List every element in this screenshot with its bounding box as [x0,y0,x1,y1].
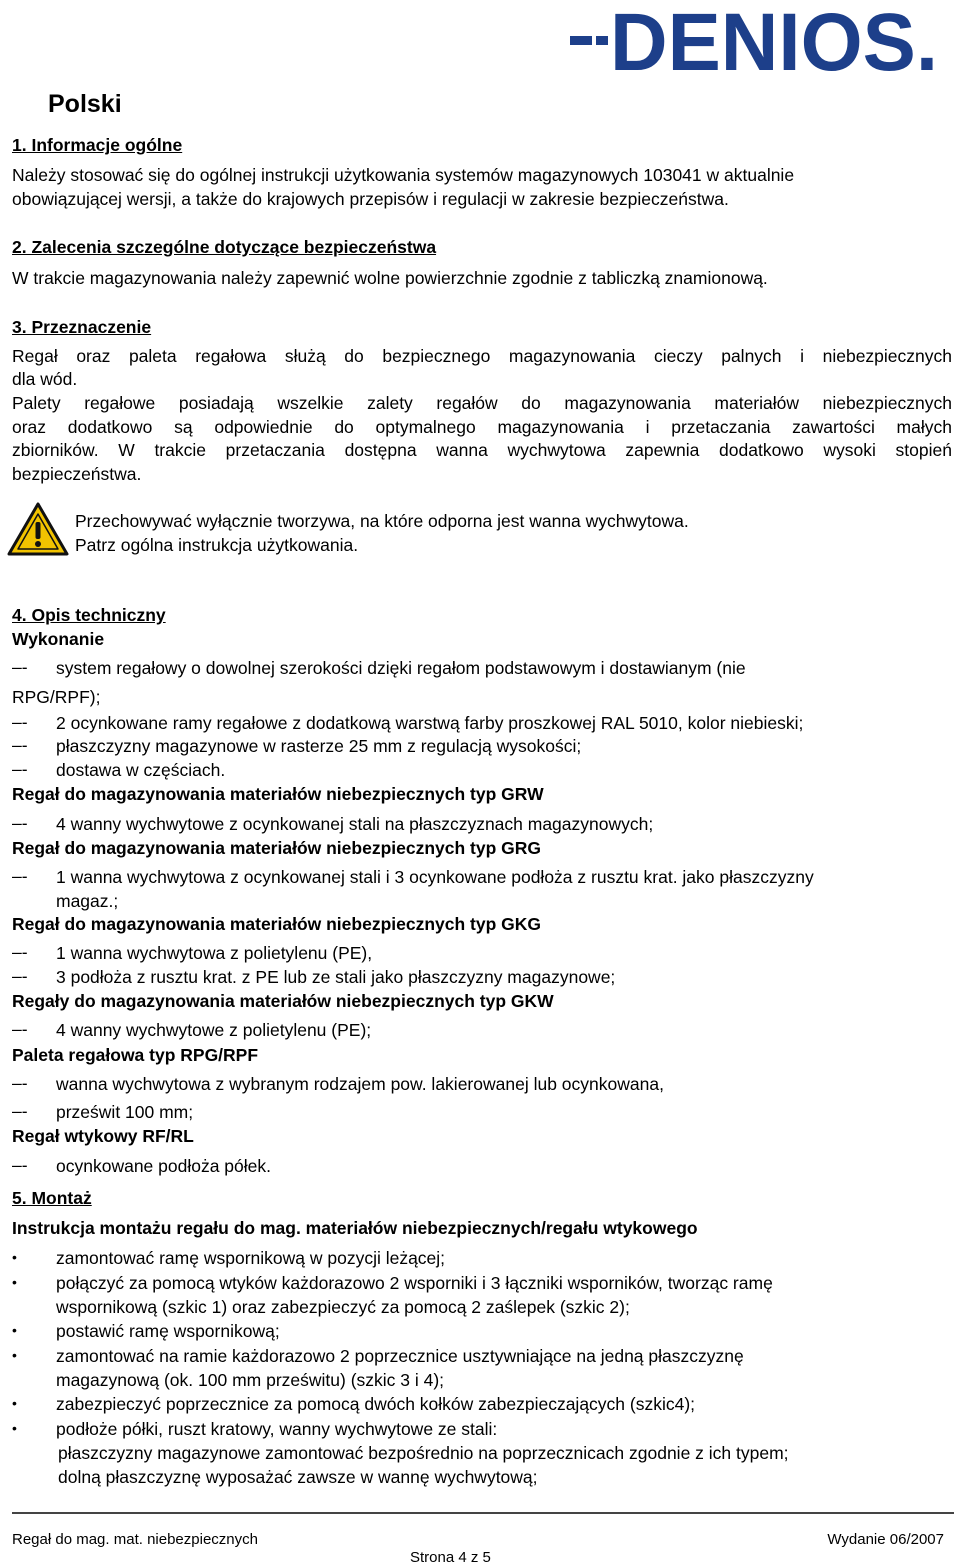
list-item: 4 wanny wychwytowe z polietylenu (PE); [56,1020,372,1040]
bullet-marker: • [12,1322,17,1338]
bullet-marker: • [12,1274,17,1290]
rf-title: Regał wtykowy RF/RL [12,1126,194,1146]
section-5-heading: 5. Montaż [12,1188,92,1208]
warning-text: Patrz ogólna instrukcja użytkowania. [75,535,359,555]
bullet-item: wspornikową (szkic 1) oraz zabezpieczyć za pomocą 2 zaślepek (szkic 2); [56,1297,630,1317]
list-item: 3 podłoża z rusztu krat. z PE lub ze stali jako płaszczyzny magazynowe; [56,967,616,987]
warning-triangle-icon [7,502,69,557]
grg-title: Regał do magazynowania materiałów niebezpiecznych typ GRG [12,838,542,858]
rpg-title: Paleta regałowa typ RPG/RPF [12,1045,259,1065]
list-item: system regałowy o dowolnej szerokości dzięki regałom podstawowym i dostawianym (nie [56,658,746,678]
section-3-line: Palety regałowe posiadają wszelkie zalety regałów do magazynowania materiałów niebezpiecznych [12,393,952,413]
bullet-marker: • [12,1347,17,1363]
gkw-title: Regały do magazynowania materiałów niebezpiecznych typ GKW [12,991,554,1011]
denios-logo [570,4,946,78]
section-4-heading: 4. Opis techniczny [12,605,166,625]
list-item: dostawa w częściach. [56,760,226,780]
footer-rule [12,1512,954,1514]
section-1-line: obowiązującej wersji, a także do krajowych przepisów i regulacji w zakresie bezpieczeństwa. [12,189,729,209]
section-3-line: oraz dodatkowo są odpowiednie do optymalnego magazynowania i przetaczania zawartości małych [12,417,952,437]
section-3-line: Regał oraz paleta regałowa służą do bezpiecznego magazynowania cieczy palnych i niebezpiecznych [12,346,952,366]
language-title: Polski [48,90,122,118]
logo-text: DENIOS. [610,4,938,78]
list-item: ocynkowane podłoża półek. [56,1156,272,1176]
dash-marker: –- [12,1101,28,1121]
dash-marker: –- [12,1073,28,1093]
page-number: Strona 4 z 5 [410,1549,491,1566]
list-item: płaszczyzny magazynowe w rasterze 25 mm z regulacją wysokości; [56,736,582,756]
bullet-item: dolną płaszczyznę wyposażać zawsze w wannę wychwytową; [58,1467,538,1487]
section-3-line: bezpieczeństwa. [12,464,142,484]
section-2-heading: 2. Zalecenia szczególne dotyczące bezpieczeństwa [12,237,437,257]
list-item: 1 wanna wychwytowa z polietylenu (PE), [56,943,373,963]
montaz-subtitle: Instrukcja montażu regału do mag. materiałów niebezpiecznych/regału wtykowego [12,1218,698,1238]
list-item: RPG/RPF); [12,687,101,707]
bullet-item: zamontować na ramie każdorazowo 2 poprzecznice usztywniające na jedną płaszczyznę [56,1346,744,1366]
bullet-item: zabezpieczyć poprzecznice za pomocą dwóch kołków zabezpieczających (szkic4); [56,1394,696,1414]
dash-marker: –- [12,712,28,732]
dash-marker: –- [12,813,28,833]
dash-marker: –- [12,866,28,886]
bullet-item: podłoże półki, ruszt kratowy, wanny wychwytowe ze stali: [56,1419,498,1439]
list-item: 1 wanna wychwytowa z ocynkowanej stali i 3 ocynkowane podłoża z rusztu krat. jako płaszczyzny [56,867,814,887]
list-item: 2 ocynkowane ramy regałowe z dodatkową warstwą farby proszkowej RAL 5010, kolor niebieski; [56,713,804,733]
bullet-item: płaszczyzny magazynowe zamontować bezpośrednio na poprzecznicach zgodnie z ich typem; [58,1443,789,1463]
warning-text: Przechowywać wyłącznie tworzywa, na które odporna jest wanna wychwytowa. [75,511,689,531]
footer-left: Regał do mag. mat. niebezpiecznych [12,1531,258,1548]
bullet-item: połączyć za pomocą wtyków każdorazowo 2 wsporniki i 3 łączniki wsporników, tworząc ramę [56,1273,773,1293]
dash-marker: –- [12,942,28,962]
footer-right: Wydanie 06/2007 [827,1531,944,1548]
dash-marker: –- [12,759,28,779]
dash-marker: –- [12,1155,28,1175]
bullet-marker: • [12,1420,17,1436]
section-1-line: Należy stosować się do ogólnej instrukcji użytkowania systemów magazynowych 103041 w aktualnie [12,165,795,185]
bullet-item: zamontować ramę wspornikową w pozycji leżącej; [56,1248,446,1268]
gkg-title: Regał do magazynowania materiałów niebezpiecznych typ GKG [12,914,542,934]
dash-marker: –- [12,657,28,677]
dash-marker: –- [12,735,28,755]
list-item: wanna wychwytowa z wybranym rodzajem pow. lakierowanej lub ocynkowana, [56,1074,664,1094]
section-3-line: dla wód. [12,369,78,389]
bullet-item: postawić ramę wspornikową; [56,1321,280,1341]
bullet-marker: • [12,1249,17,1265]
bullet-item: magazynową (ok. 100 mm prześwitu) (szkic 3 i 4); [56,1370,445,1390]
list-item: 4 wanny wychwytowe z ocynkowanej stali na płaszczyznach magazynowych; [56,814,654,834]
section-3-heading: 3. Przeznaczenie [12,317,152,337]
dash-marker: –- [12,1019,28,1039]
bullet-marker: • [12,1395,17,1411]
grw-title: Regał do magazynowania materiałów niebezpiecznych typ GRW [12,784,544,804]
list-item: magaz.; [56,891,119,911]
section-3-line: zbiorników. W trakcie przetaczania dostępna wanna wychwytowa zapewnia dodatkowo wysoki stopień [12,440,952,460]
wykonanie-title: Wykonanie [12,629,105,649]
dash-marker: –- [12,966,28,986]
section-1-heading: 1. Informacje ogólne [12,135,183,155]
list-item: prześwit 100 mm; [56,1102,194,1122]
section-2-line: W trakcie magazynowania należy zapewnić wolne powierzchnie zgodnie z tabliczką znamionową. [12,268,768,288]
